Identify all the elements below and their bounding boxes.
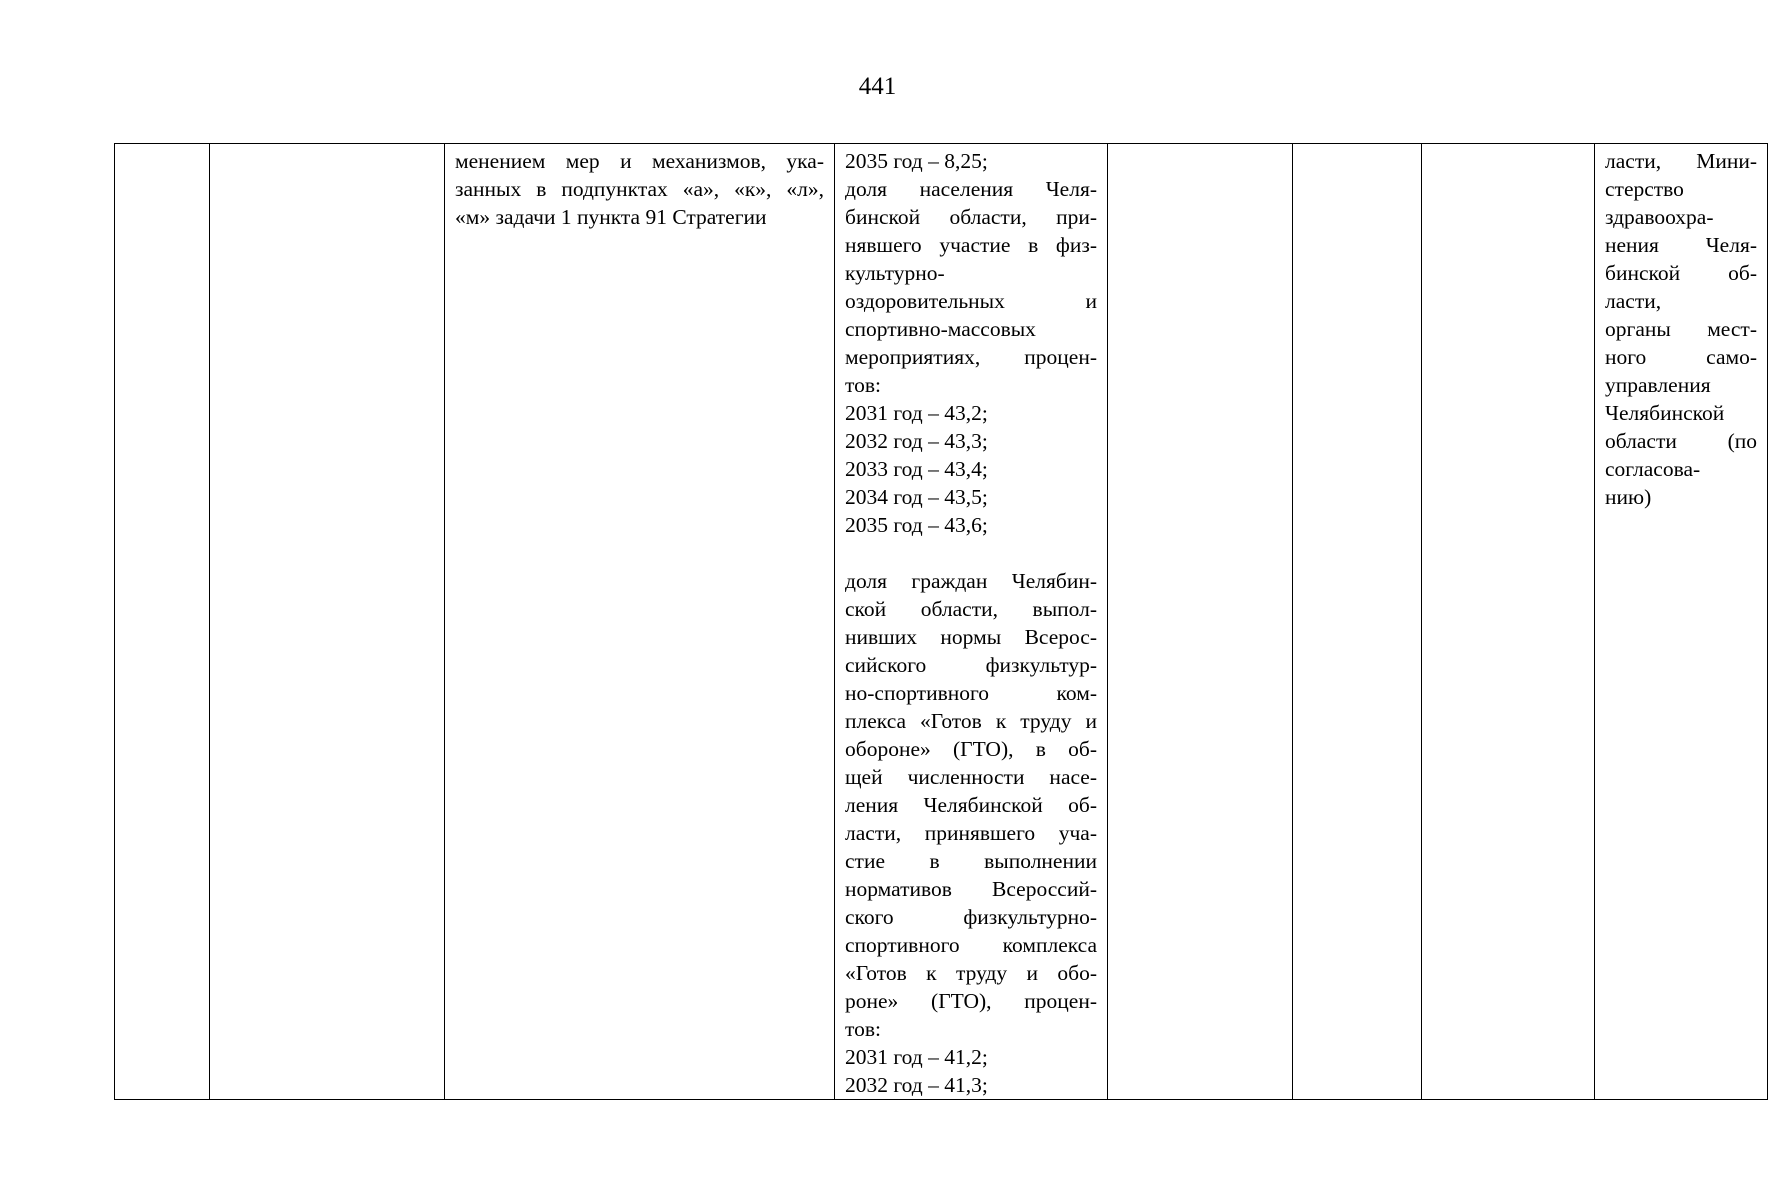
text-line: занных в подпунктах «а», «к», «л», [455, 177, 824, 201]
text-line: 2035 год – 8,25; [845, 149, 988, 173]
text-line: стие в выполнении [845, 849, 1097, 873]
text-line: сийского физкультур- [845, 653, 1097, 677]
text-line: области (по [1605, 429, 1757, 453]
text-line: ласти, [1605, 289, 1662, 313]
table-cell-indicators [835, 144, 1108, 1100]
text-line: мероприятиях, процен- [845, 345, 1097, 369]
table-cell-col6 [1293, 144, 1422, 1100]
indicators-block-2 [845, 567, 1097, 1099]
text-line: ской области, выпол- [845, 597, 1097, 621]
table-cell-col2 [210, 144, 445, 1100]
text-line: 2035 год – 43,6; [845, 513, 988, 537]
text-line: ного само- [1605, 345, 1757, 369]
document-table [114, 143, 1768, 1100]
text-line: спортивного комплекса [845, 933, 1097, 957]
text-line: согласова- [1605, 457, 1701, 481]
table-cell-col7 [1422, 144, 1595, 1100]
text-line: щей численности насе- [845, 765, 1097, 789]
measures-text [455, 147, 824, 231]
text-line: ления Челябинской об- [845, 793, 1097, 817]
text-line: 2031 год – 41,2; [845, 1045, 988, 1069]
text-line: органы мест- [1605, 317, 1757, 341]
executors-text [1605, 147, 1757, 511]
text-line: тов: [845, 373, 881, 397]
text-line: 2031 год – 43,2; [845, 401, 988, 425]
table-cell-col1 [115, 144, 210, 1100]
text-line: здравоохра- [1605, 205, 1714, 229]
text-line: плекса «Готов к труду и [845, 709, 1097, 733]
text-line: но-спортивного ком- [845, 681, 1097, 705]
text-line: нявшего участие в физ- [845, 233, 1097, 257]
text-line: 2032 год – 43,3; [845, 429, 988, 453]
table-row [115, 144, 1768, 1100]
text-line: спортивно-массовых [845, 317, 1036, 341]
text-line: нения Челя- [1605, 233, 1757, 257]
text-line: управления [1605, 373, 1711, 397]
text-line: доля населения Челя- [845, 177, 1097, 201]
text-line: Челябинской [1605, 401, 1725, 425]
text-line: ласти, Мини- [1605, 149, 1757, 173]
text-line: бинской об- [1605, 261, 1757, 285]
text-line: доля граждан Челябин- [845, 569, 1097, 593]
text-line: 2034 год – 43,5; [845, 485, 988, 509]
text-line: «Готов к труду и обо- [845, 961, 1097, 985]
page-number: 441 [858, 73, 897, 100]
text-line: нию) [1605, 485, 1652, 509]
text-line: ского физкультурно- [845, 905, 1097, 929]
text-line: бинской области, при- [845, 205, 1097, 229]
text-line: нормативов Всероссий- [845, 877, 1097, 901]
text-line: менением мер и механизмов, ука- [455, 149, 824, 173]
text-line: тов: [845, 1017, 881, 1041]
table-cell-measures [445, 144, 835, 1100]
text-line: 2033 год – 43,4; [845, 457, 988, 481]
text-line: «м» задачи 1 пункта 91 Стратегии [455, 205, 767, 229]
indicators-spacer [845, 539, 1097, 567]
text-line: культурно- [845, 261, 945, 285]
text-line: нивших нормы Всерос- [845, 625, 1097, 649]
text-line: оздоровительных и [845, 289, 1097, 313]
indicators-block-1 [845, 147, 1097, 539]
text-line: ласти, принявшего уча- [845, 821, 1097, 845]
text-line: 2032 год – 41,3; [845, 1073, 988, 1097]
table-cell-executors [1595, 144, 1768, 1100]
text-line: стерство [1605, 177, 1684, 201]
text-line: роне» (ГТО), процен- [845, 989, 1097, 1013]
text-line: обороне» (ГТО), в об- [845, 737, 1097, 761]
table-cell-col5 [1108, 144, 1293, 1100]
